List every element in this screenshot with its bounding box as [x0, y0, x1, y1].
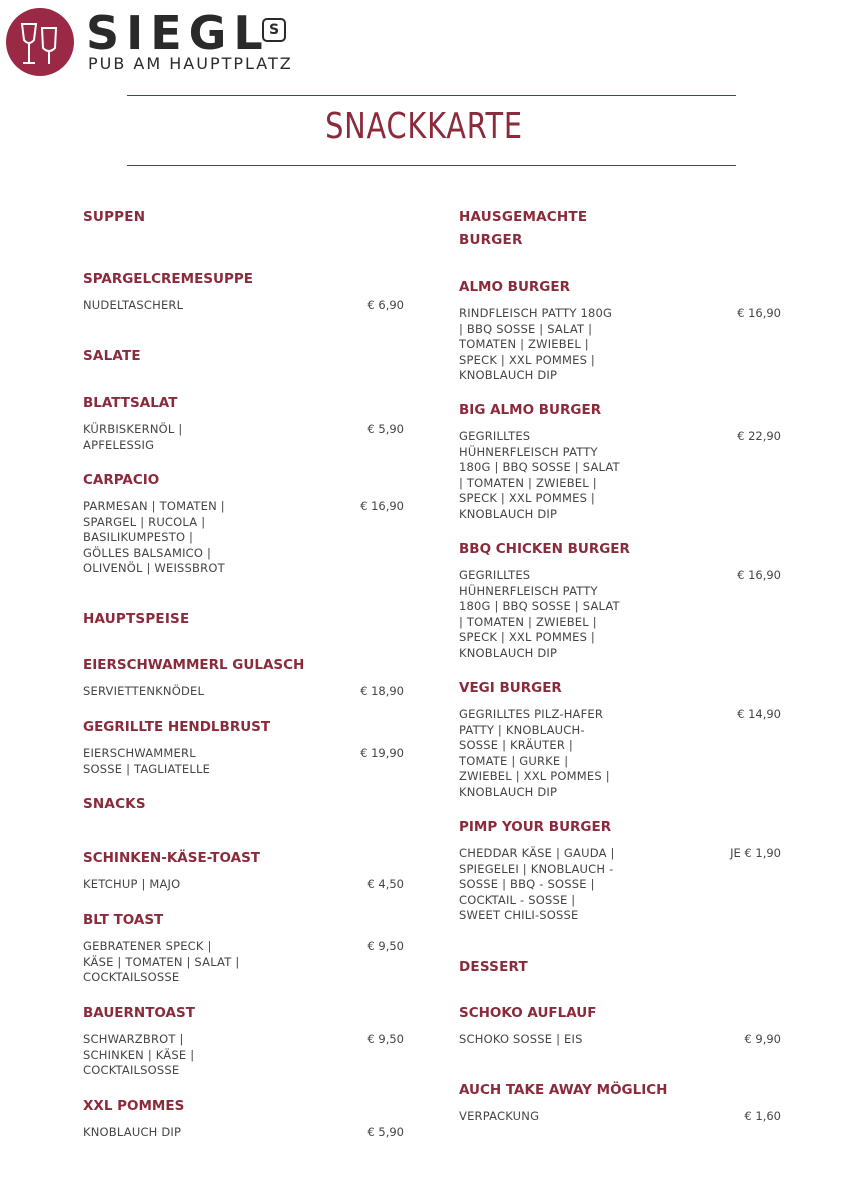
- item-price: € 9,50: [367, 939, 404, 953]
- item-description: CHEDDAR KÄSE | GAUDA | SPIEGELEI | KNOBLAUCH - SOSSE | BBQ - SOSSE | COCKTAIL - SOSSE | SWEET CHILI-SOSSE: [459, 846, 615, 923]
- item-price: € 6,90: [367, 298, 404, 312]
- item-price: € 1,60: [744, 1109, 781, 1123]
- item-schinken-kaese-toast: SCHINKEN-KÄSE-TOAST: [83, 850, 261, 866]
- item-price: € 4,50: [367, 877, 404, 891]
- item-almo-burger: ALMO BURGER: [459, 279, 571, 295]
- item-price: € 16,90: [737, 306, 781, 320]
- item-pimp-your-burger: PIMP YOUR BURGER: [459, 819, 612, 835]
- item-price: € 19,90: [360, 746, 404, 760]
- item-eierschwammerl-gulasch: EIERSCHWAMMERL GULASCH: [83, 657, 305, 673]
- item-spargelcremesuppe: SPARGELCREMESUPPE: [83, 271, 254, 287]
- item-price: JE € 1,90: [730, 846, 781, 860]
- item-description: EIERSCHWAMMERL SOSSE | TAGLIATELLE: [83, 746, 211, 776]
- item-description: KÜRBISKERNÖL | APFELESSIG: [83, 422, 183, 452]
- item-price: € 14,90: [737, 707, 781, 721]
- item-description: NUDELTASCHERL: [83, 298, 184, 312]
- item-bbq-chicken-burger: BBQ CHICKEN BURGER: [459, 541, 630, 557]
- item-description: GEGRILLTES HÜHNERFLEISCH PATTY 180G | BBQ SOSSE | SALAT | TOMATEN | ZWIEBEL | SPECK | XXL POMMES | KNOBLAUCH DIP: [459, 568, 620, 660]
- section-salate: SALATE: [83, 348, 141, 364]
- item-price: € 16,90: [360, 499, 404, 513]
- item-price: € 5,90: [367, 422, 404, 436]
- item-gegrillte-hendlbrust: GEGRILLTE HENDLBRUST: [83, 719, 271, 735]
- item-description: SERVIETTENKNÖDEL: [83, 684, 205, 698]
- brand-subtitle: PUB AM HAUPTPLATZ: [88, 54, 293, 73]
- item-blt-toast: BLT TOAST: [83, 912, 164, 928]
- brand-name: SIEGL: [86, 6, 270, 60]
- item-description: GEGRILLTES PILZ-HAFER PATTY | KNOBLAUCH- SOSSE | KRÄUTER | TOMATE | GURKE | ZWIEBEL | XXL POMMES | KNOBLAUCH DIP: [459, 707, 610, 799]
- item-vegi-burger: VEGI BURGER: [459, 680, 562, 696]
- item-price: € 5,90: [367, 1125, 404, 1139]
- item-price: € 9,90: [744, 1032, 781, 1046]
- item-description: PARMESAN | TOMATEN | SPARGEL | RUCOLA | BASILIKUMPESTO | GÖLLES BALSAMICO | OLIVENÖL | WEISSBROT: [83, 499, 225, 576]
- item-description: SCHWARZBROT | SCHINKEN | KÄSE | COCKTAILSOSSE: [83, 1032, 195, 1078]
- item-blattsalat: BLATTSALAT: [83, 395, 178, 411]
- item-carpacio: CARPACIO: [83, 472, 160, 488]
- item-take-away: AUCH TAKE AWAY MÖGLICH: [459, 1082, 668, 1098]
- item-description: GEBRATENER SPECK | KÄSE | TOMATEN | SALAT | COCKTAILSOSSE: [83, 939, 240, 985]
- item-description: RINDFLEISCH PATTY 180G | BBQ SOSSE | SALAT | TOMATEN | ZWIEBEL | SPECK | XXL POMMES | KNOBLAUCH DIP: [459, 306, 613, 383]
- item-price: € 18,90: [360, 684, 404, 698]
- section-snacks: SNACKS: [83, 796, 146, 812]
- item-description: SCHOKO SOSSE | EIS: [459, 1032, 583, 1046]
- page-title: SNACKKARTE: [325, 106, 523, 147]
- section-hauptspeise: HAUPTSPEISE: [83, 611, 190, 627]
- wine-glasses-icon: [6, 8, 74, 76]
- item-price: € 16,90: [737, 568, 781, 582]
- divider-top: [127, 95, 736, 96]
- divider-bottom: [127, 165, 736, 166]
- section-hausgemachte-burger: HAUSGEMACHTE BURGER: [459, 209, 588, 248]
- item-description: KETCHUP | MAJO: [83, 877, 181, 891]
- item-description: GEGRILLTES HÜHNERFLEISCH PATTY 180G | BBQ SOSSE | SALAT | TOMATEN | ZWIEBEL | SPECK | XXL POMMES | KNOBLAUCH DIP: [459, 429, 620, 521]
- brand-mark: S: [262, 18, 286, 42]
- item-bauerntoast: BAUERNTOAST: [83, 1005, 195, 1021]
- item-price: € 22,90: [737, 429, 781, 443]
- section-suppen: SUPPEN: [83, 209, 146, 225]
- item-description: VERPACKUNG: [459, 1109, 540, 1123]
- item-xxl-pommes: XXL POMMES: [83, 1098, 185, 1114]
- item-price: € 9,50: [367, 1032, 404, 1046]
- logo: [6, 8, 74, 76]
- item-description: KNOBLAUCH DIP: [83, 1125, 182, 1139]
- section-dessert: DESSERT: [459, 959, 528, 975]
- item-schoko-auflauf: SCHOKO AUFLAUF: [459, 1005, 597, 1021]
- item-big-almo-burger: BIG ALMO BURGER: [459, 402, 602, 418]
